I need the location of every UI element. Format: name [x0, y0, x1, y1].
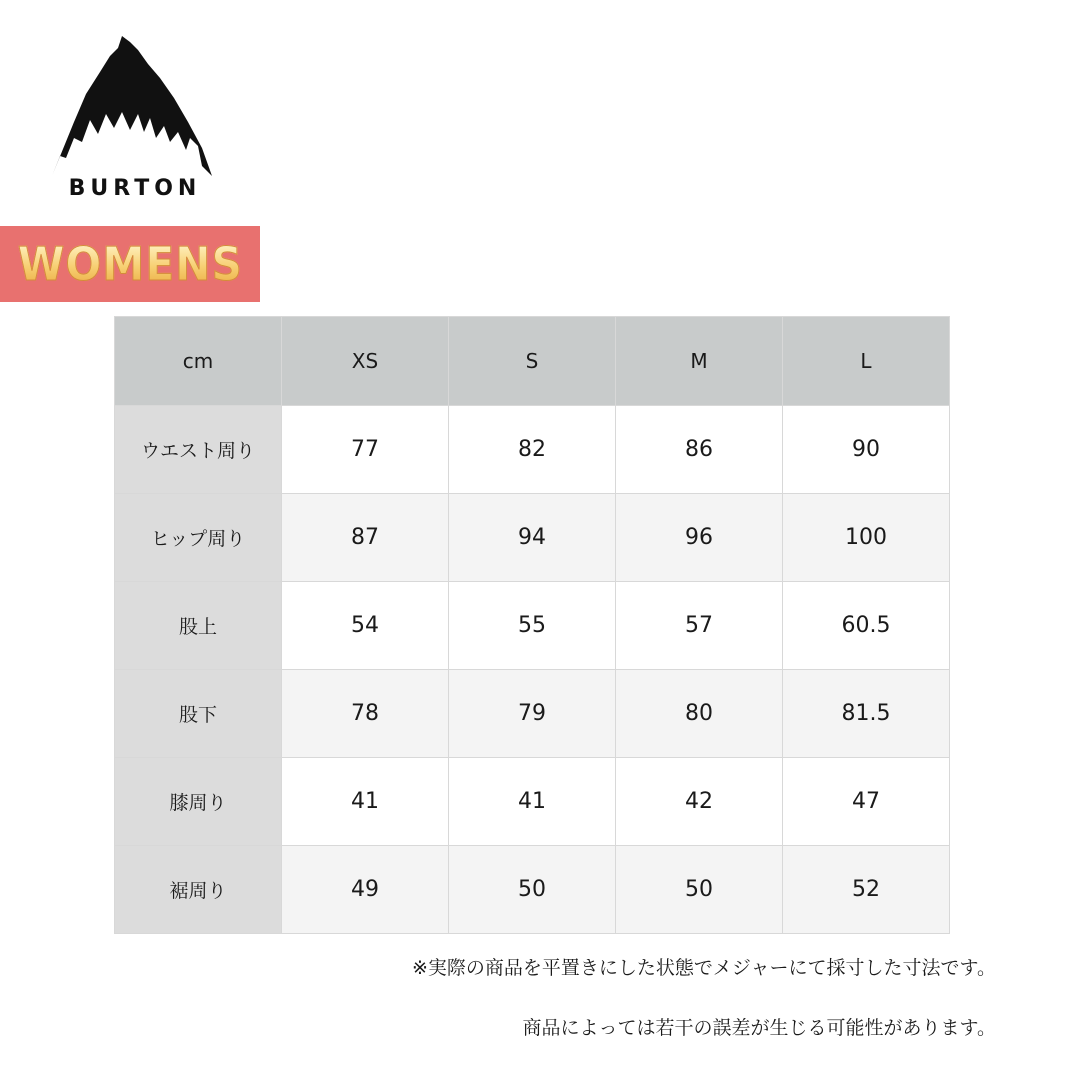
table-cell: 82 — [449, 406, 616, 494]
table-cell: 90 — [783, 406, 950, 494]
banner-label: WOMENS — [17, 237, 243, 291]
table-cell: 57 — [616, 582, 783, 670]
table-cell: 47 — [783, 758, 950, 846]
table-cell: 80 — [616, 670, 783, 758]
table-cell: 86 — [616, 406, 783, 494]
size-header: XS — [282, 317, 449, 406]
mountain-icon — [52, 34, 212, 176]
womens-banner — [0, 226, 260, 302]
table-cell: 60.5 — [783, 582, 950, 670]
row-label: ウエスト周り — [115, 406, 282, 494]
table-row — [115, 582, 950, 670]
table-header-row — [115, 317, 950, 406]
table-cell: 50 — [449, 846, 616, 934]
table-cell: 50 — [616, 846, 783, 934]
brand-logo — [48, 30, 223, 210]
table-cell: 49 — [282, 846, 449, 934]
table-cell: 55 — [449, 582, 616, 670]
table-cell: 41 — [449, 758, 616, 846]
table-cell: 96 — [616, 494, 783, 582]
row-label: ヒップ周り — [115, 494, 282, 582]
unit-header: cm — [115, 317, 282, 406]
tolerance-note: 商品によっては若干の誤差が生じる可能性があります。 — [522, 1017, 996, 1039]
size-header: L — [783, 317, 950, 406]
table-cell: 52 — [783, 846, 950, 934]
table-row — [115, 494, 950, 582]
measurement-note: ※実際の商品を平置きにした状態でメジャーにて採寸した寸法です。 — [411, 957, 996, 979]
table-row — [115, 846, 950, 934]
table-row — [115, 670, 950, 758]
table-cell: 77 — [282, 406, 449, 494]
table-row — [115, 406, 950, 494]
size-header: M — [616, 317, 783, 406]
table-cell: 41 — [282, 758, 449, 846]
row-label: 裾周り — [115, 846, 282, 934]
size-chart-table — [114, 316, 950, 934]
brand-wordmark: BURTON — [68, 176, 202, 201]
table-cell: 42 — [616, 758, 783, 846]
row-label: 股下 — [115, 670, 282, 758]
table-cell: 94 — [449, 494, 616, 582]
row-label: 膝周り — [115, 758, 282, 846]
table-cell: 79 — [449, 670, 616, 758]
table-cell: 100 — [783, 494, 950, 582]
table-row — [115, 758, 950, 846]
table-cell: 54 — [282, 582, 449, 670]
size-header: S — [449, 317, 616, 406]
table-cell: 81.5 — [783, 670, 950, 758]
table-cell: 87 — [282, 494, 449, 582]
table-cell: 78 — [282, 670, 449, 758]
row-label: 股上 — [115, 582, 282, 670]
